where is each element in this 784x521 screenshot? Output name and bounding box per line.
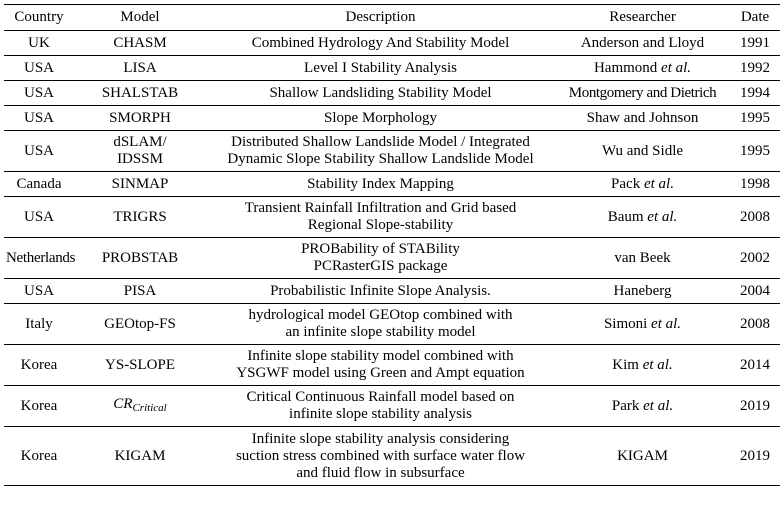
researcher-name: Wu and Sidle [601,142,684,159]
country-cell: USA [4,81,74,106]
description-cell [206,304,555,345]
date-cell: 2014 [730,345,780,386]
model-subscript: Critical [132,401,167,414]
description-line: Infinite slope stability model combined with [247,348,514,364]
researcher-cell [555,197,730,238]
country-cell: USA [4,56,74,81]
header-researcher: Researcher [555,5,730,31]
description-cell [206,31,555,56]
description-line: and fluid flow in subsurface [296,464,465,481]
description-line: Level I Stability Analysis [304,59,457,76]
header-date: Date [730,5,780,31]
table-row [4,304,780,345]
model-cell [74,131,206,172]
researcher-cell [555,31,730,56]
description-line: Transient Rainfall Infiltration and Grid based [244,200,517,216]
description-cell [206,238,555,279]
model-cell: GEOtop-FS [74,304,206,345]
header-model: Model [74,5,206,31]
researcher-cell [555,172,730,197]
researcher-name: Kim [612,356,639,373]
description-line: YSGWF model using Green and Ampt equation [236,365,525,381]
model-cell [74,386,206,427]
date-cell: 2019 [730,427,780,486]
researcher-name: Shaw and Johnson [586,109,699,126]
country-cell: Korea [4,427,74,486]
country-cell: Netherlands [4,238,74,279]
table-container [4,4,780,486]
table-row [4,197,780,238]
country-cell: Italy [4,304,74,345]
country-cell: UK [4,31,74,56]
researcher-cell [555,81,730,106]
researcher-cell [555,131,730,172]
model-cell: YS-SLOPE [74,345,206,386]
model-cell: CHASM [74,31,206,56]
date-cell: 1995 [730,131,780,172]
model-name: CR [113,395,133,412]
researcher-suffix: et al. [643,397,674,414]
description-line: hydrological model GEOtop combined with [248,307,513,323]
date-cell: 2002 [730,238,780,279]
table-row [4,172,780,197]
description-line: Regional Slope-stability [307,217,454,233]
model-line: dSLAM/ IDSSM [113,134,167,167]
header-description: Description [206,5,555,31]
description-cell [206,131,555,172]
description-line: infinite slope stability analysis [289,406,472,422]
table-row [4,81,780,106]
researcher-cell [555,427,730,486]
model-cell: SINMAP [74,172,206,197]
country-cell: Canada [4,172,74,197]
table-row [4,31,780,56]
researcher-suffix: et al. [643,175,674,192]
description-cell [206,386,555,427]
table-header [4,5,780,31]
description-line: PCRasterGIS package [313,258,448,274]
country-cell: Korea [4,386,74,427]
date-cell: 1991 [730,31,780,56]
date-cell: 2008 [730,197,780,238]
date-cell: 1995 [730,106,780,131]
description-cell [206,81,555,106]
date-cell: 2004 [730,279,780,304]
table-body [4,31,780,486]
country-cell: USA [4,197,74,238]
description-line: PROBability of STABility [301,241,460,257]
researcher-suffix: et al. [661,59,692,76]
researcher-cell [555,345,730,386]
model-cell: SMORPH [74,106,206,131]
date-cell: 1992 [730,56,780,81]
table-row [4,279,780,304]
researcher-name: Simoni [603,315,648,332]
table-row [4,386,780,427]
description-line: Shallow Landsliding Stability Model [269,84,492,101]
researcher-cell [555,386,730,427]
researcher-name: Anderson and Lloyd [580,34,705,51]
description-line: Probabilistic Infinite Slope Analysis. [270,282,491,299]
model-cell: KIGAM [74,427,206,486]
table-row [4,238,780,279]
researcher-cell [555,106,730,131]
description-line: Stability Index Mapping [307,175,454,192]
table-row [4,106,780,131]
description-line: Slope Morphology [324,109,437,126]
researcher-name: Baum [607,208,644,225]
table-row [4,345,780,386]
description-cell [206,106,555,131]
table-row [4,131,780,172]
header-country: Country [4,5,74,31]
description-cell [206,279,555,304]
description-line: an infinite slope stability model [285,324,476,340]
description-line: Distributed Shallow Landslide Model / Integrated [231,134,530,150]
description-cell [206,56,555,81]
researcher-cell [555,304,730,345]
table-row [4,427,780,486]
date-cell: 2008 [730,304,780,345]
model-cell: PISA [74,279,206,304]
description-line: Combined Hydrology And Stability Model [251,34,510,51]
description-cell [206,345,555,386]
description-cell [206,427,555,486]
researcher-cell [555,238,730,279]
date-cell: 1994 [730,81,780,106]
country-cell: USA [4,279,74,304]
landslide-models-table [4,4,780,486]
researcher-cell [555,56,730,81]
model-cell: SHALSTAB [74,81,206,106]
researcher-suffix: et al. [647,208,678,225]
researcher-name: Montgomery and Dietrich [568,84,717,101]
table-row [4,56,780,81]
date-cell: 2019 [730,386,780,427]
researcher-suffix: et al. [642,356,673,373]
model-cell: TRIGRS [74,197,206,238]
country-cell: Korea [4,345,74,386]
header-row [4,5,780,31]
country-cell: USA [4,131,74,172]
country-cell: USA [4,106,74,131]
description-line: Infinite slope stability analysis considering [251,430,510,447]
model-cell: LISA [74,56,206,81]
description-line: Critical Continuous Rainfall model based on [246,389,515,405]
description-line: Dynamic Slope Stability Shallow Landslide Model [227,151,534,167]
researcher-name: van Beek [614,249,671,266]
model-cell: PROBSTAB [74,238,206,279]
researcher-cell [555,279,730,304]
description-line: suction stress combined with surface water flow [235,447,526,464]
date-cell: 1998 [730,172,780,197]
researcher-name: Park [611,397,640,414]
description-cell [206,172,555,197]
researcher-name: Haneberg [613,282,672,299]
researcher-name: Pack [611,175,641,192]
researcher-name: KIGAM [617,447,668,464]
researcher-name: Hammond [593,59,658,76]
researcher-suffix: et al. [651,315,682,332]
description-cell [206,197,555,238]
